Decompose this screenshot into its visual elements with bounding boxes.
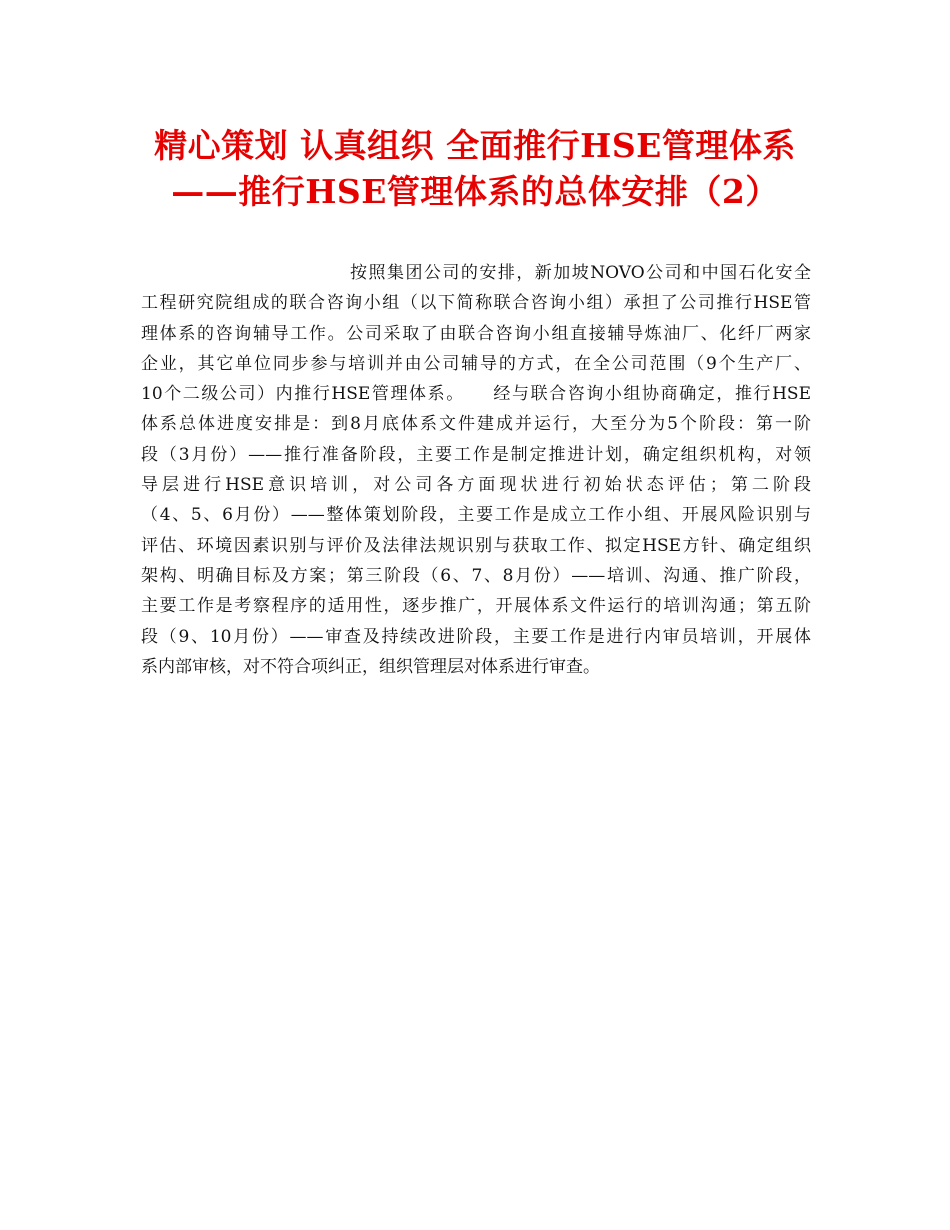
body-line: 段（9、10月份）——审查及持续改进阶段，主要工作是进行内审员培训，开展体 xyxy=(141,626,811,647)
body-line: 工程研究院组成的联合咨询小组（以下简称联合咨询小组）承担了公司推行HSE管 xyxy=(141,293,811,314)
body-line: 评估、环境因素识别与评价及法律法规识别与获取工作、拟定HSE方针、确定组织 xyxy=(141,535,811,556)
document-title xyxy=(120,123,830,215)
body-line: 10个二级公司）内推行HSE管理体系。 经与联合咨询小组协商确定，推行HSE xyxy=(141,384,811,405)
body-line: 按照集团公司的安排，新加坡NOVO公司和中国石化安全 xyxy=(350,263,811,283)
body-line: 导层进行HSE意识培训，对公司各方面现状进行初始状态评估；第二阶段 xyxy=(141,475,811,496)
body-line: 段（3月份）——推行准备阶段，主要工作是制定推进计划，确定组织机构，对领 xyxy=(141,444,811,465)
body-line: 架构、明确目标及方案；第三阶段（6、7、8月份）——培训、沟通、推广阶段， xyxy=(141,565,811,586)
body-line: （4、5、6月份）——整体策划阶段，主要工作是成立工作小组、开展风险识别与 xyxy=(141,505,811,526)
document-body xyxy=(141,258,811,682)
body-line: 体系总体进度安排是：到8月底体系文件建成并运行，大至分为5个阶段：第一阶 xyxy=(141,414,811,435)
title-line-1: 精心策划 认真组织 全面推行HSE管理体系 xyxy=(154,126,796,165)
title-line-2: ——推行HSE管理体系的总体安排（2） xyxy=(171,172,779,211)
body-line: 理体系的咨询辅导工作。公司采取了由联合咨询小组直接辅导炼油厂、化纤厂两家 xyxy=(141,323,811,344)
body-line: 企业，其它单位同步参与培训并由公司辅导的方式，在全公司范围（9个生产厂、 xyxy=(141,353,811,374)
body-line: 系内部审核，对不符合项纠正，组织管理层对体系进行审查。 xyxy=(141,656,600,677)
body-line: 主要工作是考察程序的适用性，逐步推广，开展体系文件运行的培训沟通；第五阶 xyxy=(141,596,811,617)
